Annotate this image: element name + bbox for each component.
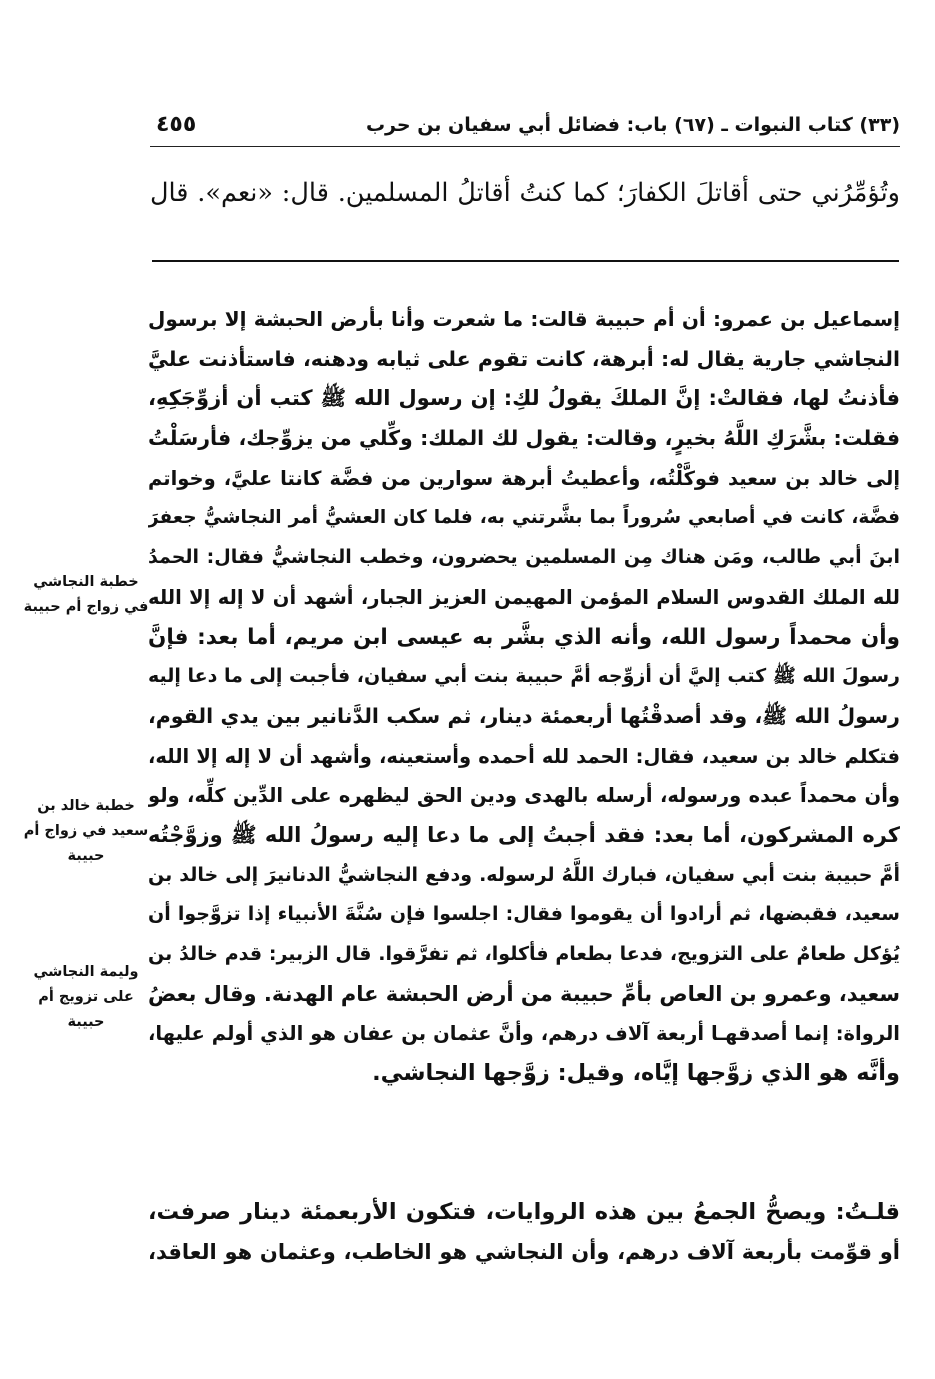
margin-note-khalid-sermon: خطبة خالد بن سعيد في زواج أم حبيبة (23, 798, 149, 864)
page-header (150, 112, 900, 147)
text-line: وأن محمداً رسول الله، وأنه الذي بشَّر به عيسى ابن مريم، أما بعد: فإنَّ (148, 624, 900, 650)
text-line: قلـتُ: ويصحُّ الجمعُ بين هذه الروايات، فتكون الأربعمئة دينار صرفت، (148, 1199, 900, 1225)
text-line: رسولُ الله ﷺ، وقد أصدقْتُها أربعمئة دينار، ثم سكب الدَّنانير بين يدي القوم، (148, 703, 900, 728)
text-line: سعيد، فقبضها، ثم أرادوا أن يقوموا فقال: اجلسوا فإن سُنَّةَ الأنبياء إذا تزوَّجوا أن (148, 903, 900, 926)
text-line: أو قوِّمت بأربعة آلاف درهم، وأن النجاشي هو الخاطب، وعثمان هو العاقد، (148, 1240, 900, 1264)
section-divider (152, 260, 899, 262)
text-line: وأنَّه هو الذي زوَّجها إيَّاه، وقيل: زوَّجها النجاشي. (372, 1060, 900, 1087)
text-line: النجاشي جارية يقال له: أبرهة، كانت تقوم على ثيابه ودهنه، فاستأذنت عليَّ (148, 346, 900, 371)
text-line: إلى خالد بن سعيد فوكَّلْتُه، وأعطيتُ أبرهة سوارين من فضَّة كانتا عليَّ، وخواتم (148, 466, 900, 490)
margin-note-wedding-feast: وليمة النجاشي على تزويج أم حبيبة (33, 964, 139, 1030)
main-text (148, 300, 900, 1094)
text-line: الرواة: إنما أصدقهـا أربعة آلاف درهم، وأنَّ عثمان بن عفان هو الذي أولم عليها، (148, 1022, 900, 1046)
text-line: رسولَ الله ﷺ كتب إليَّ أن أزوِّجه أمَّ حبيبة بنت أبي سفيان، فأجبت إلى ما دعا إليه (148, 665, 900, 688)
text-line: إسماعيل بن عمرو: أن أم حبيبة قالت: ما شعرت وأنا بأرض الحبشة إلا برسول (148, 307, 900, 331)
text-line: يُؤكل طعامٌ على التزويج، فدعا بطعام فأكلوا، ثم تفرَّقوا. قال الزبير: قدم خالدُ بن (148, 943, 900, 965)
text-line: لله الملك القدوس السلام المؤمن المهيمن العزيز الجبار، أشهد أن لا إله إلا الله (148, 585, 900, 609)
text-line: فقلت: بشَّرَكِ اللَّهُ بخيرٍ، وقالت: يقول لك الملك: وكِّلي من يزوِّجك، فأرسَلْتُ (148, 426, 900, 451)
continued-text-line: وتُؤمِّرُني حتى أقاتلَ الكفارَ؛ كما كنتُ أقاتلُ المسلمين. قال: «نعم». قال (150, 178, 900, 208)
commentary-text (148, 1192, 900, 1272)
text-line: فأذنتُ لها، فقالتْ: إنَّ الملكَ يقولُ لكِ: إن رسول الله ﷺ كتب أن أزوِّجَكِهِ، (148, 386, 900, 411)
text-line: سعيد، وعمرو بن العاص بأمِّ حبيبة من أرض الحبشة عام الهدنة. وقال بعضُ (148, 981, 900, 1006)
text-line: أمَّ حبيبة بنت أبي سفيان، فبارك اللَّهُ لرسوله. ودفع النجاشيُّ الدنانيرَ إلى خالد بن (148, 863, 900, 886)
margin-note-najashi-sermon: خطبة النجاشي في زواج أم حبيبة (23, 574, 149, 615)
text-line: فضَّة، كانت في أصابعي سُروراً بما بشَّرتني به، فلما كان العشيُّ أمر النجاشيُّ جعفرَ (148, 507, 900, 529)
text-line: وأن محمداً عبده ورسوله، أرسله بالهدى ودين الحق ليظهره على الدِّين كلِّه، ولو (148, 784, 900, 808)
page-number: ٤٥٥ (156, 112, 197, 137)
text-line: فتكلم خالد بن سعيد، فقال: الحمد لله أحمده وأستعينه، وأشهد أن لا إله إلا الله، (148, 744, 900, 768)
text-line: ابنَ أبي طالب، ومَن هناك مِن المسلمين يحضرون، وخطب النجاشيُّ فقال: الحمدُ (148, 546, 900, 569)
running-title: (٣٣) كتاب النبوات ـ (٦٧) باب: فضائل أبي سفيان بن حرب (365, 114, 900, 136)
text-line: كره المشركون، أما بعد: فقد أجبتُ إلى ما دعا إليه رسولُ الله ﷺ وزوَّجْتُه (148, 822, 900, 847)
